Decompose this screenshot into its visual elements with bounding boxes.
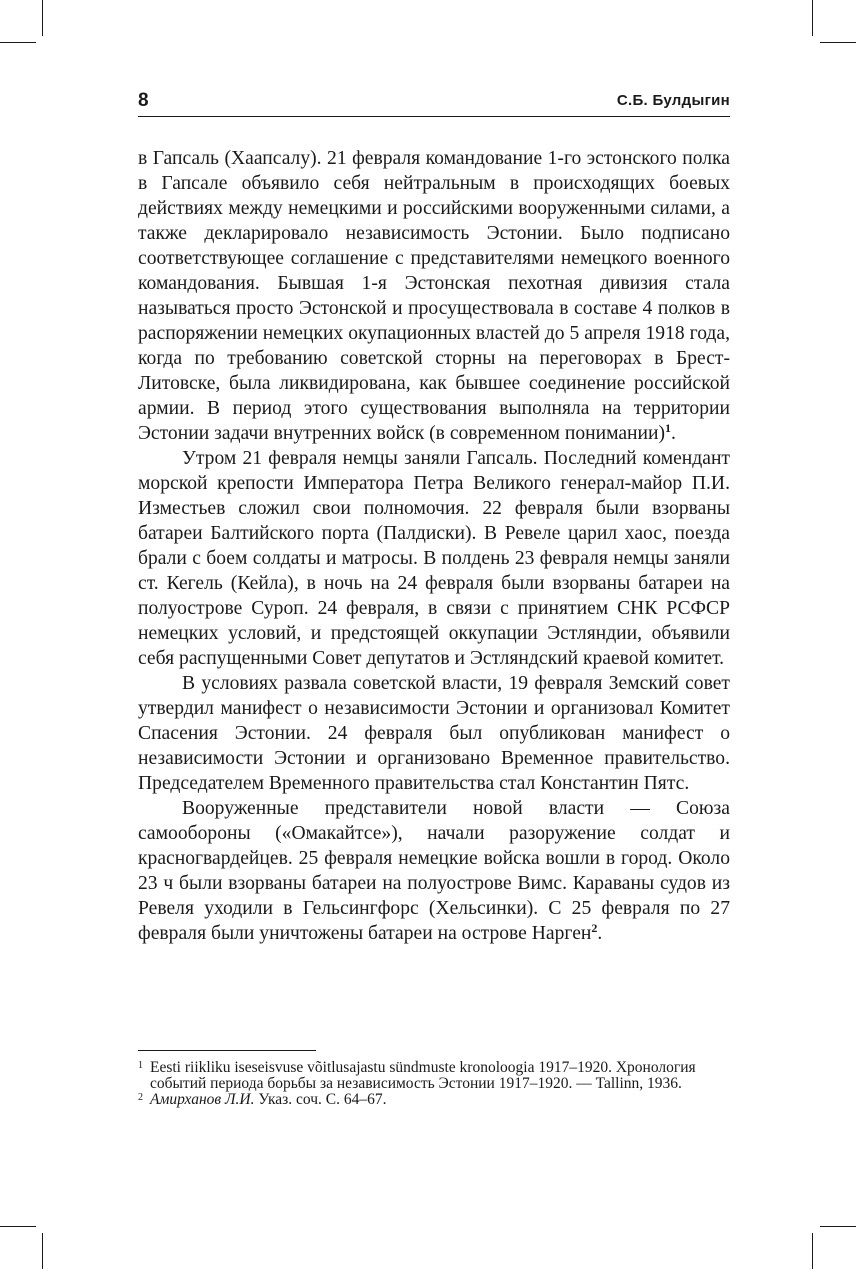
running-head-author: С.Б. Булдыгин bbox=[616, 92, 730, 109]
footnote-ref-2[interactable]: 2 bbox=[591, 921, 598, 935]
crop-mark-bottom-right-h bbox=[820, 1226, 856, 1227]
paragraph-4: Вооруженные представители новой власти — Союза самообороны («Омакайтсе»), начали разоружение солдат и красногвардейцев. 25 февраля немецкие войска вошли в город. Около 23 ч были взорваны батареи на полуострове Вимс. Караваны судов из Ревеля уходили в Гельсингфорс (Хельсинки). С 25 февраля по 27 февраля были уничтожены батареи на острове Нарген$^2$. bbox=[138, 798, 730, 944]
main-text bbox=[138, 146, 730, 946]
paragraph-3: В условиях развала советской власти, 19 февраля Земский совет утвердил манифест о независимости Эстонии и организовал Комитет Спасения Эстонии. 24 февраля был опубликован манифест о независимости Эстонии и организовано Временное правительство. Председателем Временного правительства стал Константин Пятс. bbox=[138, 673, 730, 794]
paragraph-2: Утром 21 февраля немцы заняли Гапсаль. Последний комендант морской крепости Императора Петра Великого генерал-майор П.И. Изместьев сложил свои полномочия. 22 февраля были взорваны батареи Балтийского порта (Палдиски). В Ревеле царил хаос, поезда брали с боем солдаты и матросы. В полдень 23 февраля немцы заняли ст. Кегель (Кейла), в ночь на 24 февраля были взорваны батареи на полуострове Суроп. 24 февраля, в связи с принятием СНК РСФСР немецких условий, и предстоящей оккупации Эстляндии, объявили себя распущенными Совет депутатов и Эстляндский краевой комитет. bbox=[138, 448, 730, 669]
footnote-2 bbox=[138, 1092, 730, 1108]
footnote-ref-1[interactable]: 1 bbox=[665, 421, 672, 435]
crop-mark-bottom-right bbox=[812, 1233, 813, 1269]
paragraph-1: в Гапсаль (Хаапсалу). 21 февраля командование 1-го эстонского полка в Гапсале объявило себя нейтральным в происходящих боевых действиях между немецкими и российскими вооруженными силами, а также декларировало независимость Эстонии. Было подписано соответствующее соглашение с представителями немецкого военного командования. Бывшая 1-я Эстонская пехотная дивизия стала называться просто Эстонской и просуществовала в составе 4 полков в распоряжении немецких окупационных властей до 5 апреля 1918 года, когда по требованию советской сторны на переговорах в Брест-Литовске, была ликвидирована, как бывшее соединение российской армии. В период этого существования выполняла на территории Эстонии задачи внутренних войск (в современном понимании)$^1$. bbox=[138, 148, 730, 444]
crop-mark-bottom-left-h bbox=[0, 1226, 36, 1227]
crop-mark-top-left bbox=[42, 0, 43, 36]
footnote-mark: 2 bbox=[138, 1092, 143, 1103]
footnote-1 bbox=[138, 1060, 730, 1092]
page-number: 8 bbox=[138, 90, 149, 111]
footnote-text: Указ. соч. С. 64–67. bbox=[254, 1091, 387, 1108]
crop-mark-top-left-h bbox=[0, 42, 36, 43]
crop-mark-top-right bbox=[812, 0, 813, 36]
footnotes bbox=[138, 1060, 730, 1108]
footnote-separator bbox=[138, 1050, 316, 1051]
footnote-author: Амирханов Л.И. bbox=[150, 1091, 255, 1108]
footnote-text: Eesti riikliku iseseisvuse võitlusajastu sündmuste kronoloogia 1917–1920. Хронология событий периода борьбы за независимость Эстонии 1917–1920. — Tallinn, 1936. bbox=[150, 1059, 696, 1092]
crop-mark-bottom-left bbox=[42, 1233, 43, 1269]
page-header bbox=[138, 88, 730, 117]
footnote-mark: 1 bbox=[138, 1060, 143, 1071]
crop-mark-top-right-h bbox=[820, 42, 856, 43]
